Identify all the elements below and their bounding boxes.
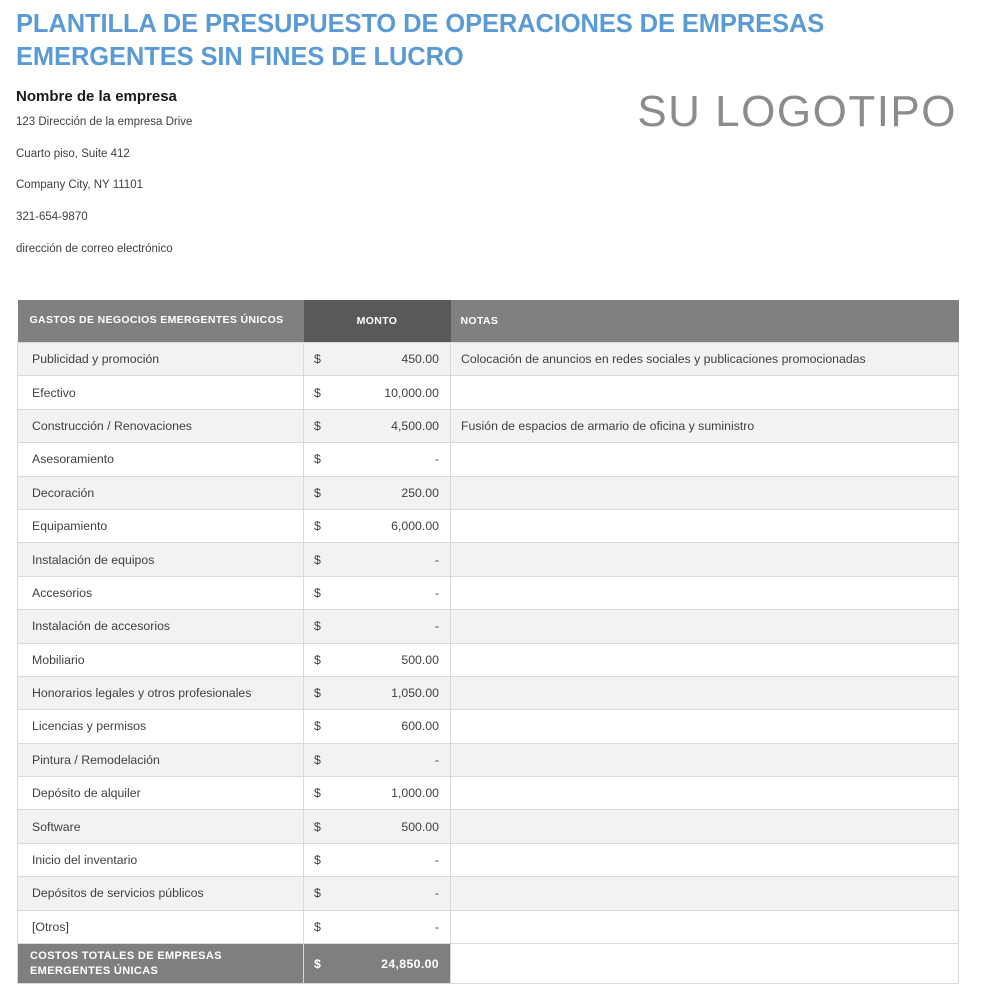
company-name: Nombre de la empresa [16, 87, 177, 105]
table-row [18, 676, 959, 709]
expense-notes-cell [451, 810, 959, 843]
table-row [18, 843, 959, 876]
expense-amount-cell [304, 710, 451, 743]
expense-notes-cell [451, 676, 959, 709]
expense-amount-cell [304, 810, 451, 843]
expense-item-cell: Mobiliario [18, 643, 304, 676]
currency-symbol: $ [314, 652, 321, 667]
amount-value: - [434, 752, 439, 767]
expense-amount-cell [304, 777, 451, 810]
total-amount-cell [304, 944, 451, 984]
expense-item-cell: Honorarios legales y otros profesionales [18, 676, 304, 709]
expense-notes-cell [451, 509, 959, 542]
expense-notes-cell [451, 610, 959, 643]
expense-item-cell: Publicidad y promoción [18, 343, 304, 376]
budget-table [17, 300, 959, 984]
expense-amount-cell [304, 376, 451, 409]
amount-value: 4,500.00 [391, 418, 439, 433]
currency-symbol: $ [314, 686, 321, 701]
table-row [18, 476, 959, 509]
currency-symbol: $ [314, 853, 321, 868]
expense-item-cell: Pintura / Remodelación [18, 743, 304, 776]
expense-notes-cell [451, 877, 959, 910]
currency-symbol: $ [314, 786, 321, 801]
expense-notes-cell [451, 743, 959, 776]
table-row [18, 509, 959, 542]
amount-value: 600.00 [401, 719, 439, 734]
currency-symbol: $ [314, 752, 321, 767]
budget-table-container [17, 300, 958, 984]
column-header-item: GASTOS DE NEGOCIOS EMERGENTES ÚNICOS [18, 300, 304, 343]
expense-item-cell: Accesorios [18, 576, 304, 609]
table-row [18, 343, 959, 376]
expense-item-cell: [Otros] [18, 910, 304, 943]
expense-amount-cell [304, 910, 451, 943]
table-body [18, 343, 959, 984]
table-row [18, 376, 959, 409]
expense-amount-cell [304, 743, 451, 776]
table-row [18, 576, 959, 609]
amount-value: 500.00 [401, 819, 439, 834]
expense-notes-cell [451, 777, 959, 810]
table-row [18, 543, 959, 576]
expense-notes-cell: Fusión de espacios de armario de oficina y suministro [451, 409, 959, 442]
expense-item-cell: Equipamiento [18, 509, 304, 542]
currency-symbol: $ [314, 886, 321, 901]
expense-notes-cell [451, 443, 959, 476]
table-header-row [18, 300, 959, 343]
expense-item-cell: Efectivo [18, 376, 304, 409]
expense-notes-cell [451, 576, 959, 609]
expense-item-cell: Instalación de equipos [18, 543, 304, 576]
expense-amount-cell [304, 676, 451, 709]
expense-item-cell: Inicio del inventario [18, 843, 304, 876]
currency-symbol: $ [314, 956, 322, 971]
company-address-line-2: Cuarto piso, Suite 412 [16, 147, 130, 160]
currency-symbol: $ [314, 418, 321, 433]
table-header [18, 300, 959, 343]
currency-symbol: $ [314, 452, 321, 467]
currency-symbol: $ [314, 519, 321, 534]
expense-notes-cell [451, 843, 959, 876]
expense-item-cell: Decoración [18, 476, 304, 509]
column-header-notes: NOTAS [451, 300, 959, 343]
amount-value: - [434, 552, 439, 567]
currency-symbol: $ [314, 385, 321, 400]
expense-notes-cell [451, 910, 959, 943]
expense-amount-cell [304, 643, 451, 676]
expense-item-cell: Depósitos de servicios públicos [18, 877, 304, 910]
table-row [18, 443, 959, 476]
amount-value: - [434, 853, 439, 868]
amount-value: 1,050.00 [391, 686, 439, 701]
currency-symbol: $ [314, 719, 321, 734]
company-email: dirección de correo electrónico [16, 242, 173, 255]
expense-notes-cell [451, 376, 959, 409]
table-row [18, 643, 959, 676]
expense-amount-cell [304, 543, 451, 576]
company-address-line-3: Company City, NY 11101 [16, 179, 143, 192]
column-header-amount: MONTO [304, 300, 451, 343]
currency-symbol: $ [314, 819, 321, 834]
company-info-block [16, 88, 536, 275]
page-title: PLANTILLA DE PRESUPUESTO DE OPERACIONES DE EMPRESAS EMERGENTES SIN FINES DE LUCRO [16, 10, 825, 71]
amount-value: 24,850.00 [381, 956, 439, 971]
amount-value: - [434, 919, 439, 934]
table-row [18, 743, 959, 776]
expense-item-cell: Software [18, 810, 304, 843]
expense-item-cell: Licencias y permisos [18, 710, 304, 743]
expense-amount-cell [304, 343, 451, 376]
amount-value: 1,000.00 [391, 786, 439, 801]
table-row [18, 409, 959, 442]
table-row [18, 910, 959, 943]
expense-notes-cell [451, 476, 959, 509]
expense-notes-cell [451, 643, 959, 676]
amount-value: 500.00 [401, 652, 439, 667]
currency-symbol: $ [314, 552, 321, 567]
company-phone: 321-654-9870 [16, 211, 88, 224]
expense-amount-cell [304, 409, 451, 442]
expense-amount-cell [304, 476, 451, 509]
currency-symbol: $ [314, 352, 321, 367]
expense-amount-cell [304, 509, 451, 542]
amount-value: 450.00 [401, 352, 439, 367]
amount-value: - [434, 886, 439, 901]
table-total-row [18, 944, 959, 984]
table-row [18, 610, 959, 643]
expense-item-cell: Asesoramiento [18, 443, 304, 476]
expense-item-cell: Instalación de accesorios [18, 610, 304, 643]
total-label-cell: COSTOS TOTALES DE EMPRESAS EMERGENTES ÚNICAS [18, 944, 304, 984]
document-header [0, 88, 987, 278]
currency-symbol: $ [314, 585, 321, 600]
table-row [18, 877, 959, 910]
expense-notes-cell: Colocación de anuncios en redes sociales y publicaciones promocionadas [451, 343, 959, 376]
table-row [18, 710, 959, 743]
logo-placeholder: SU LOGOTIPO [637, 86, 957, 136]
amount-value: 10,000.00 [384, 385, 439, 400]
currency-symbol: $ [314, 619, 321, 634]
expense-amount-cell [304, 877, 451, 910]
total-notes-cell [451, 944, 959, 984]
amount-value: - [434, 585, 439, 600]
expense-notes-cell [451, 543, 959, 576]
expense-item-cell: Construcción / Renovaciones [18, 409, 304, 442]
amount-value: - [434, 619, 439, 634]
table-row [18, 810, 959, 843]
expense-amount-cell [304, 610, 451, 643]
currency-symbol: $ [314, 485, 321, 500]
company-address-line-1: 123 Dirección de la empresa Drive [16, 115, 193, 128]
amount-value: - [434, 452, 439, 467]
table-row [18, 777, 959, 810]
amount-value: 6,000.00 [391, 519, 439, 534]
expense-amount-cell [304, 576, 451, 609]
expense-amount-cell [304, 843, 451, 876]
expense-notes-cell [451, 710, 959, 743]
currency-symbol: $ [314, 919, 321, 934]
expense-item-cell: Depósito de alquiler [18, 777, 304, 810]
amount-value: 250.00 [401, 485, 439, 500]
expense-amount-cell [304, 443, 451, 476]
